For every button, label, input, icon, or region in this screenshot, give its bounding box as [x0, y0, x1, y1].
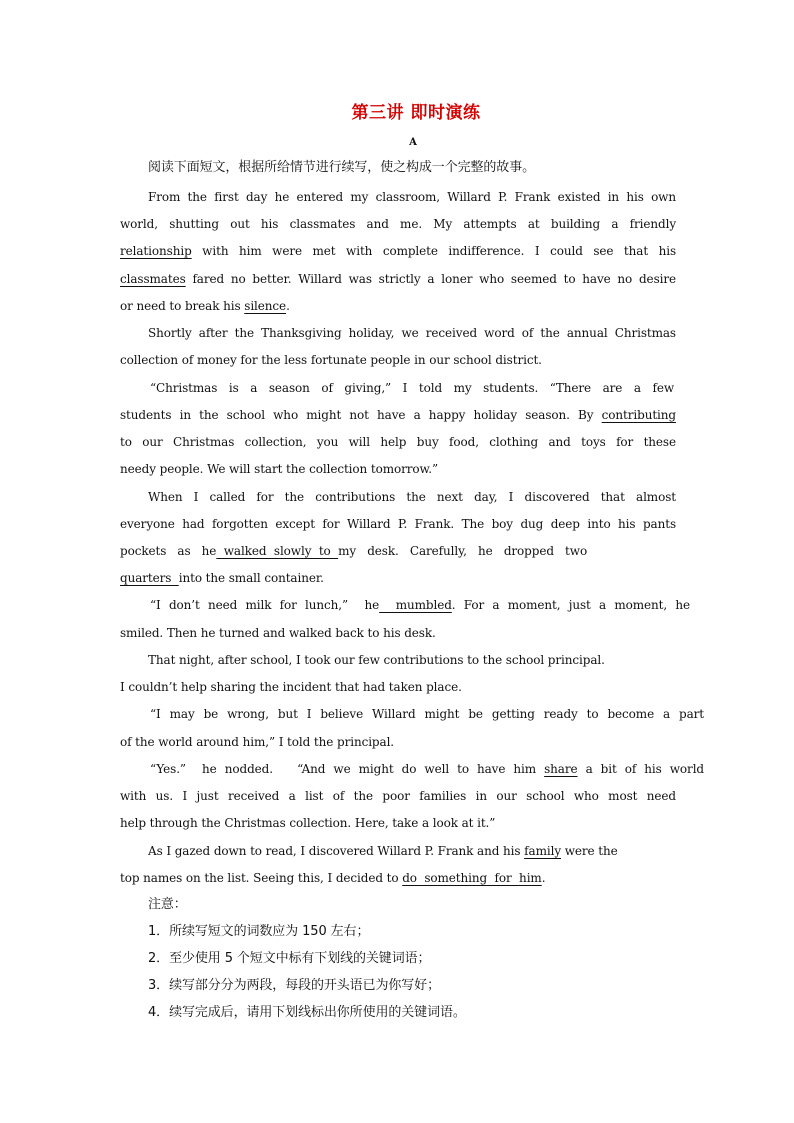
keyword-quarters: quarters [120, 571, 179, 585]
keyword-do-something-for-him: do something for him [402, 871, 542, 885]
p9-line-2-end: . [541, 871, 546, 885]
p4-line-4-text: into the small container. [178, 571, 324, 585]
p8-line-2: with us. I just received a list of the poor families in our school who most need [120, 789, 676, 803]
p1-line-2: world, shutting out his classmates and me. My attempts at building a friendly [120, 217, 676, 231]
p7-line-2: of the world around him,” I told the principal. [120, 735, 395, 749]
keyword-silence: silence [244, 299, 287, 313]
p8-line-1-text: “Yes.” he nodded. “And we might do well to have him [150, 762, 545, 776]
p1-line-1: From the first day he entered my classroom, Willard P. Frank existed in his own [148, 190, 676, 204]
keyword-family: family [524, 844, 562, 858]
note-item: 4．续写完成后，请用下划线标出你所使用的关键词语。 [148, 1005, 466, 1020]
p5-line-2: smiled. Then he turned and walked back to his desk. [120, 626, 436, 640]
p5-line-1 [150, 597, 690, 613]
note-item: 3．续写部分分为两段，每段的开头语已为你写好； [148, 978, 440, 993]
p3-line-2 [120, 407, 676, 423]
p8-line-1 [150, 761, 704, 777]
p5-line-1-end: . For a moment, just a moment, he [451, 598, 690, 612]
section-label: A [409, 137, 417, 148]
notes-heading: 注意： [148, 897, 187, 912]
p3-line-2-text: students in the school who might not have a happy holiday season. By [120, 408, 602, 422]
p4-line-3-text: pockets as he [120, 544, 217, 558]
p3-line-4: needy people. We will start the collection tomorrow.” [120, 462, 439, 476]
p2-line-2: collection of money for the less fortunate people in our school district. [120, 353, 542, 367]
p1-line-5 [120, 298, 676, 314]
keyword-walked-slowly-to: walked slowly to [216, 544, 339, 558]
keyword-share: share [544, 762, 578, 776]
keyword-classmates: classmates [120, 272, 186, 286]
p6-line-2: I couldn’t help sharing the incident that had taken place. [120, 680, 462, 694]
note-item: 1．所续写短文的词数应为 150 左右； [148, 924, 370, 939]
p4-line-2: everyone had forgotten except for Willard P. Frank. The boy dug deep into his pants [120, 517, 676, 531]
p3-line-1: “Christmas is a season of giving,” I told my students. “There are a few [150, 381, 674, 395]
p4-line-3-end: my desk. Carefully, he dropped two [338, 544, 588, 558]
p4-line-4 [120, 570, 676, 586]
keyword-mumbled: mumbled [379, 598, 452, 612]
p1-line-4-text: fared no better. Willard was strictly a loner who seemed to have no desire [185, 272, 676, 286]
page-title: 第三讲 即时演练 [351, 103, 481, 123]
p8-line-3: help through the Christmas collection. Here, take a look at it.” [120, 816, 496, 830]
p1-line-3 [120, 243, 676, 259]
p6-line-1: That night, after school, I took our few contributions to the school principal. [148, 653, 605, 667]
note-item: 2．至少使用 5 个短文中标有下划线的关键词语； [148, 951, 431, 966]
p9-line-1 [148, 843, 676, 859]
p7-line-1: “I may be wrong, but I believe Willard might be getting ready to become a part [150, 707, 704, 721]
p1-line-5-text: or need to break his [120, 299, 245, 313]
p1-line-5-end: . [286, 299, 290, 313]
p4-line-3 [120, 543, 676, 559]
p2-line-1: Shortly after the Thanksgiving holiday, we received word of the annual Christmas [148, 326, 676, 340]
keyword-contributing: contributing [601, 408, 676, 422]
p9-line-2-text: top names on the list. Seeing this, I decided to [120, 871, 403, 885]
p5-line-1-text: “I don’t need milk for lunch,” he [150, 598, 380, 612]
p1-line-4 [120, 271, 676, 287]
p9-line-2 [120, 870, 676, 886]
p9-line-1-end: were the [561, 844, 618, 858]
instruction-text: 阅读下面短文，根据所给情节进行续写，使之构成一个完整的故事。 [148, 160, 536, 175]
p9-line-1-text: As I gazed down to read, I discovered Willard P. Frank and his [148, 844, 525, 858]
p4-line-1: When I called for the contributions the next day, I discovered that almost [148, 490, 676, 504]
p1-line-3-text: with him were met with complete indifference. I could see that his [191, 244, 676, 258]
keyword-relationship: relationship [120, 244, 192, 258]
p3-line-3: to our Christmas collection, you will help buy food, clothing and toys for these [120, 435, 676, 449]
p8-line-1-end: a bit of his world [577, 762, 705, 776]
